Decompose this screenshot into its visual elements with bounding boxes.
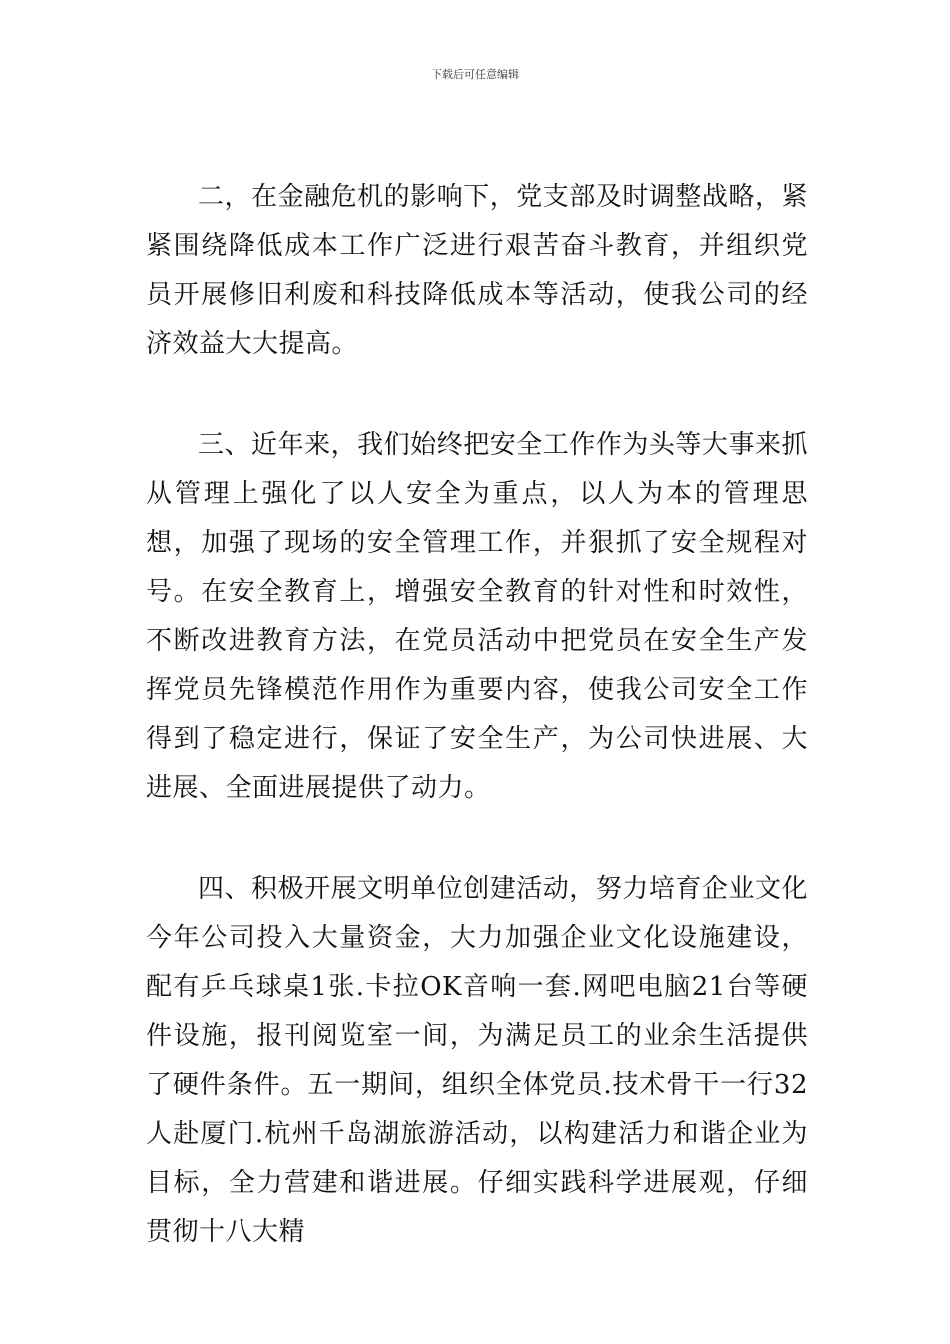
paragraph-4: 四、积极开展文明单位创建活动，努力培育企业文化今年公司投入大量资金，大力加强企业文化设施建设，配有乒乓球桌1张.卡拉OK音响一套.网吧电脑21台等硬件设施，报刊阅览室一间，为满足员工的业余生活提供了硬件条件。五一期间，组织全体党员.技术骨干一行32人赴厦门.杭州千岛湖旅游活动，以构建活力和谐企业为目标，全力营建和谐进展。仔细实践科学进展观，仔细贯彻十八大精 xyxy=(146,874,808,1247)
paragraph-3: 三、近年来，我们始终把安全工作作为头等大事来抓从管理上强化了以人安全为重点，以人为本的管理思想，加强了现场的安全管理工作，并狠抓了安全规程对号。在安全教育上，增强安全教育的针对性和时效性，不断改进教育方法，在党员活动中把党员在安全生产发挥党员先锋模范作用作为重要内容，使我公司安全工作得到了稳定进行，保证了安全生产，为公司快进展、大进展、全面进展提供了动力。 xyxy=(146,430,808,803)
document-body xyxy=(146,173,808,1257)
paragraph-gap xyxy=(146,369,808,421)
paragraph-2: 二，在金融危机的影响下，党支部及时调整战略，紧紧围绕降低成本工作广泛进行艰苦奋斗教育，并组织党员开展修旧利废和科技降低成本等活动，使我公司的经济效益大大提高。 xyxy=(146,182,808,359)
paragraph-gap xyxy=(146,813,808,865)
header-note: 下载后可任意编辑 xyxy=(431,68,519,81)
